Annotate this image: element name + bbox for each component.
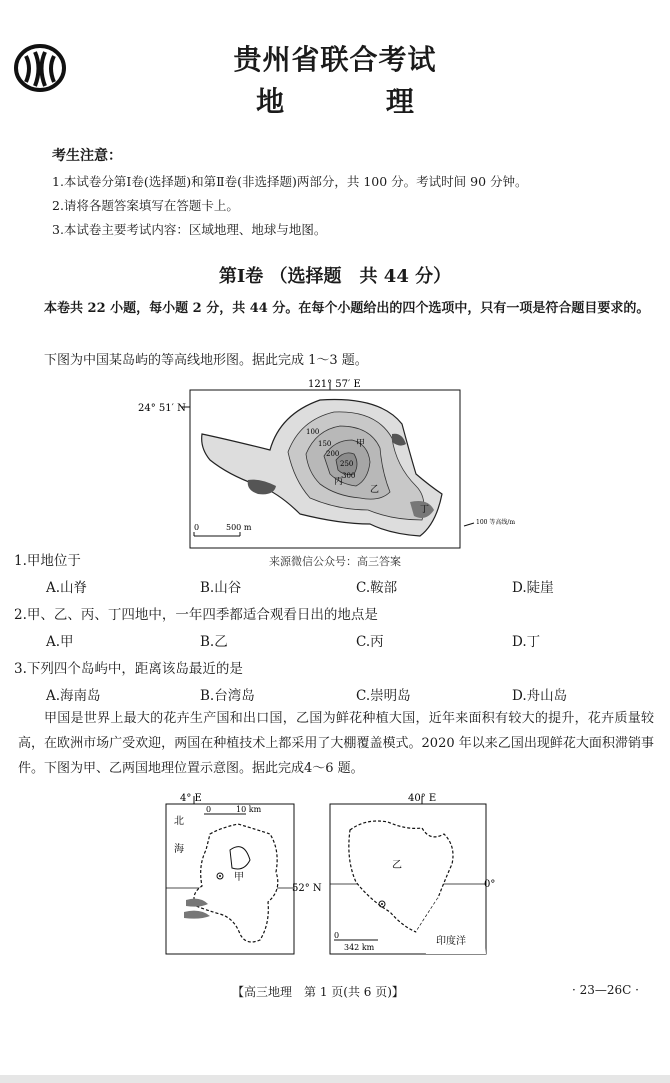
country-label: 乙 bbox=[392, 860, 402, 871]
notice-item: 1.本试卷分第Ⅰ卷(选择题)和第Ⅱ卷(非选择题)两部分，共 100 分。考试时间 90 分钟。 bbox=[52, 174, 528, 189]
passage-2: 甲国是世界上最大的花卉生产国和出口国，乙国为鲜花种植大国，近年来面积有较大的提升，花卉质量较高，在欧洲市场广受欢迎，两国在种植技术上都采用了大棚覆盖模式。2020 年以来乙国出现鲜花大面积滞销事件。下图为甲、乙两国地理位置示意图。据此完成4～6 题。 bbox=[18, 711, 654, 776]
svg-text:250: 250 bbox=[340, 460, 354, 468]
option-b: B.山谷 bbox=[200, 580, 242, 596]
section-title: 第Ⅰ卷 （选择题 共 44 分） bbox=[218, 266, 452, 287]
svg-text:100: 100 bbox=[306, 428, 320, 436]
notice-item: 3.本试卷主要考试内容：区域地理、地球与地图。 bbox=[52, 222, 327, 237]
option-b: B.乙 bbox=[200, 634, 228, 650]
paper-code: · 23—26C · bbox=[572, 983, 639, 997]
sea-label: 北 bbox=[174, 816, 184, 827]
island-contour-map bbox=[130, 374, 530, 552]
question-stem: 2.甲、乙、丙、丁四地中，一年四季都适合观看日出的地点是 bbox=[14, 607, 378, 623]
point-label: 丁 bbox=[420, 505, 430, 515]
page-footer: 【高三地理 第 1 页(共 6 页)】 bbox=[232, 985, 404, 999]
option-a: A.甲 bbox=[46, 634, 74, 650]
notice-item: 2.请将各题答案填写在答题卡上。 bbox=[52, 198, 239, 213]
svg-text:300: 300 bbox=[342, 472, 356, 480]
question-stem: 1.甲地位于 bbox=[14, 553, 81, 569]
map-scale-label: 500 m bbox=[226, 523, 252, 532]
map-latitude-label: 0° bbox=[484, 879, 496, 890]
option-c: C.崇明岛 bbox=[356, 688, 411, 704]
source-watermark: 来源微信公众号：高三答案 bbox=[269, 555, 401, 568]
point-label: 丙 bbox=[334, 477, 344, 487]
question-options bbox=[0, 630, 670, 650]
map-latitude-label: 24° 51′ N bbox=[138, 403, 186, 414]
svg-text:200: 200 bbox=[326, 450, 340, 458]
country-label: 甲 bbox=[234, 872, 244, 883]
question-stem: 3.下列四个岛屿中，距离该岛最近的是 bbox=[14, 661, 243, 677]
option-a: A.海南岛 bbox=[46, 688, 101, 704]
option-c: C.丙 bbox=[356, 634, 384, 650]
option-d: D.舟山岛 bbox=[512, 688, 568, 704]
point-label: 甲 bbox=[356, 439, 366, 449]
question-options bbox=[0, 684, 670, 704]
svg-text:0: 0 bbox=[334, 931, 340, 940]
map-longitude-label: 40° E bbox=[408, 793, 437, 804]
sea-label: 海 bbox=[174, 844, 184, 855]
map-longitude-label: 4° E bbox=[180, 793, 202, 804]
map-longitude-label: 121° 57′ E bbox=[308, 379, 361, 390]
point-label: 乙 bbox=[370, 485, 380, 495]
option-c: C.鞍部 bbox=[356, 580, 398, 596]
notice-heading: 考生注意： bbox=[52, 148, 122, 164]
country-yi-map bbox=[326, 790, 502, 958]
option-b: B.台湾岛 bbox=[200, 688, 255, 704]
svg-text:0: 0 bbox=[194, 523, 200, 532]
figure1-intro: 下图为中国某岛屿的等高线地形图。据此完成 1～3 题。 bbox=[44, 353, 368, 368]
map-scale-label: 10 km bbox=[236, 805, 262, 814]
ocean-label: 印度洋 bbox=[436, 936, 466, 947]
svg-text:150: 150 bbox=[318, 440, 332, 448]
option-a: A.山脊 bbox=[46, 580, 88, 596]
option-d: D.丁 bbox=[512, 634, 541, 650]
map-latitude-label: 52° N bbox=[292, 883, 322, 894]
section-instruction: 本卷共 22 小题，每小题 2 分，共 44 分。在每个小题给出的四个选项中，只有一项是符合题目要求的。 bbox=[44, 301, 650, 316]
contour-legend: 100 等高线/m bbox=[476, 519, 516, 526]
svg-text:0: 0 bbox=[206, 805, 212, 814]
option-d: D.陡崖 bbox=[512, 580, 554, 596]
question-options bbox=[0, 576, 670, 596]
exam-subject: 地 理 bbox=[256, 85, 460, 118]
bottom-edge bbox=[0, 1075, 670, 1083]
country-jia-map bbox=[160, 790, 330, 958]
map-scale-label: 342 km bbox=[344, 943, 375, 952]
exam-title: 贵州省联合考试 bbox=[233, 43, 437, 76]
